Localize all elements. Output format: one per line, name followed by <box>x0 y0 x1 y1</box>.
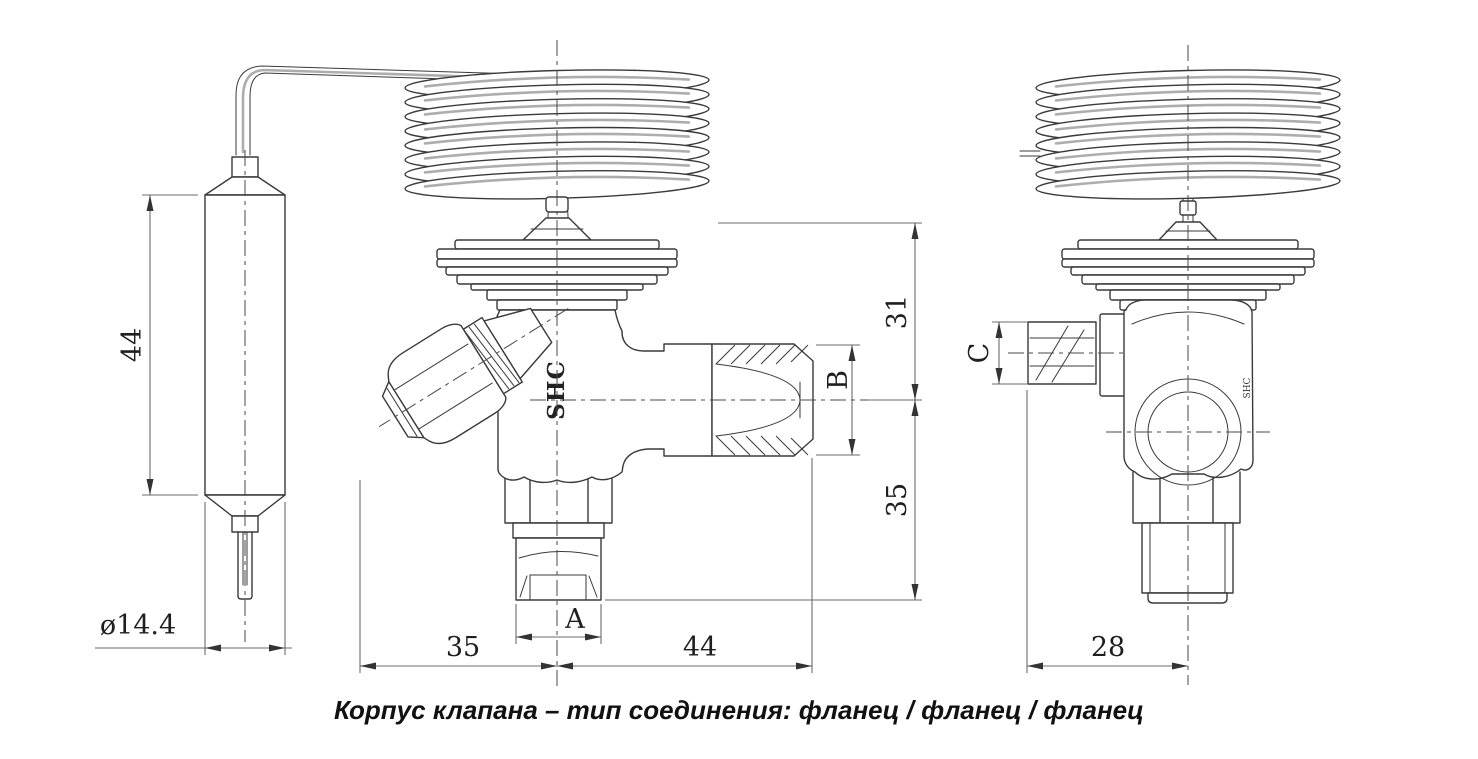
dim-front-a <box>516 604 601 644</box>
bottom-neck-front <box>513 523 604 538</box>
dim-label-side-offset: 28 <box>1090 632 1126 663</box>
dim-bulb-length <box>117 195 198 495</box>
dim-label-front-bottom-left: 35 <box>445 632 481 663</box>
dim-label-bulb-length: 44 <box>117 327 148 363</box>
capillary-end-stub <box>1020 151 1040 156</box>
valve-front-view <box>353 40 922 688</box>
dim-label-side-c: C <box>964 342 995 364</box>
valve-side-view <box>964 45 1340 685</box>
dim-label-bulb-diameter: ø14.4 <box>99 610 177 641</box>
bottom-fitting-front <box>516 538 601 600</box>
dim-label-front-bottom-right: 44 <box>682 632 718 663</box>
side-collar <box>1100 314 1126 396</box>
brand-marking-front: SHC <box>543 360 570 420</box>
dim-label-front-upper: 31 <box>882 294 913 330</box>
brand-marking-side: SHC <box>1243 377 1253 399</box>
dim-label-front-lower: 35 <box>882 482 913 518</box>
drawing-caption: Корпус клапана – тип соединения: фланец / фланец / фланец <box>334 695 1144 725</box>
dim-label-front-b: B <box>823 370 854 390</box>
bottom-hex-side <box>1133 472 1240 523</box>
dim-bulb-diameter <box>95 502 292 655</box>
dim-label-front-a: A <box>565 604 585 635</box>
